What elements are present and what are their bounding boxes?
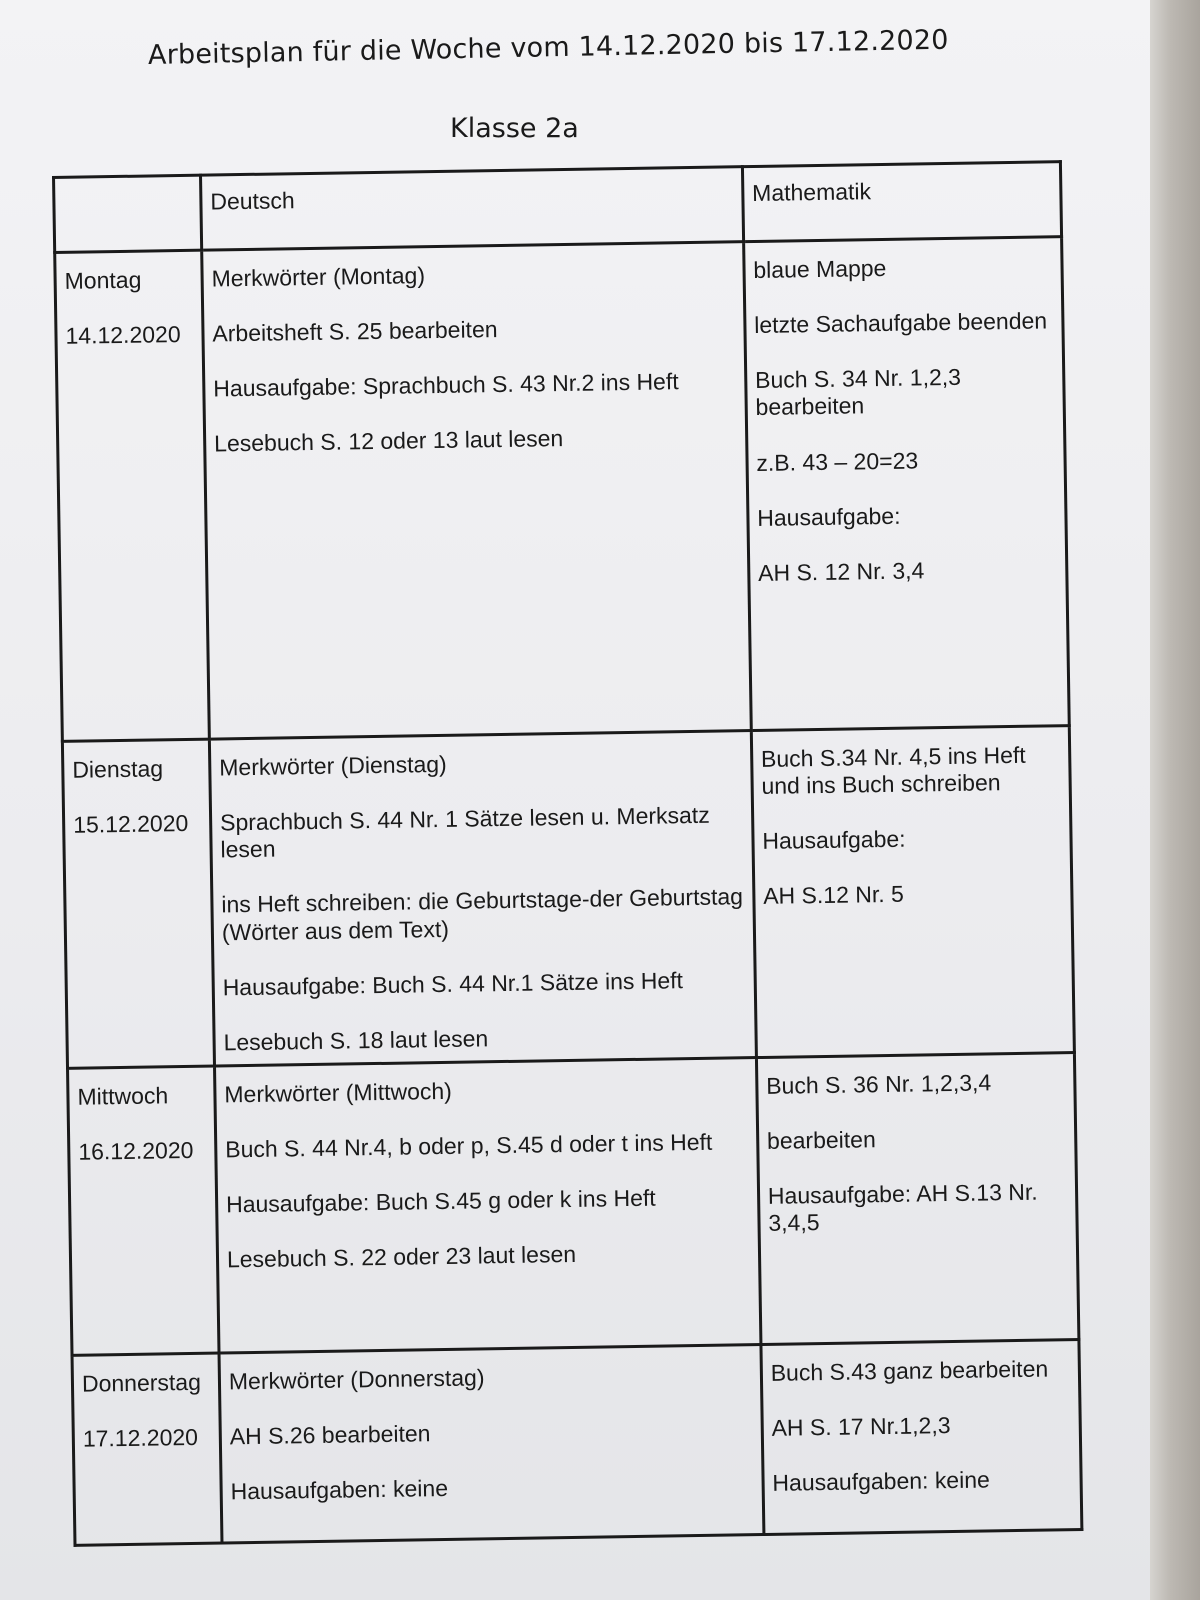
day-cell [68,1066,219,1355]
task-entry: bearbeiten [766,1126,876,1154]
task-entry: Buch S.43 ganz bearbeiten [770,1355,1049,1386]
mathematik-cell [751,726,1074,1058]
day-date: 17.12.2020 [82,1423,199,1452]
table-row [55,237,1070,742]
task-entry: Lesebuch S. 22 oder 23 laut lesen [226,1241,577,1273]
table-row [72,1339,1082,1545]
document-title: Arbeitsplan für die Woche vom 14.12.2020 bis 17.12.2020 [147,24,949,71]
task-entry: Hausaufgaben: keine [772,1466,990,1496]
mathematik-cell [743,237,1069,731]
task-entry: Merkwörter (Dienstag) [219,750,447,781]
task-entry: blaue Mappe [753,254,887,283]
task-entry: Merkwörter (Mittwoch) [224,1077,453,1108]
header-mathematik: Mathematik [742,162,1061,242]
deutsch-cell [219,1344,764,1543]
day-date: 16.12.2020 [78,1136,194,1165]
task-entry: Buch S.34 Nr. 4,5 ins Heft und ins Buch schreiben [760,741,1026,800]
task-entry: AH S.26 bearbeiten [229,1420,431,1450]
task-entry: Lesebuch S. 12 oder 13 laut lesen [213,425,564,457]
day-name: Donnerstag [81,1368,202,1397]
mathematik-cell [756,1052,1079,1344]
background-surface [1150,0,1200,1600]
task-entry: AH S.12 Nr. 5 [763,881,905,910]
task-entry: Buch S. 44 Nr.4, b oder p, S.45 d oder t ins Heft [225,1128,713,1163]
task-entry: Hausaufgabe: Buch S. 44 Nr.1 Sätze ins Heft [222,966,684,1001]
task-entry: Hausaufgabe: Buch S.45 g oder k ins Heft [225,1184,656,1218]
deutsch-cell [209,731,756,1066]
day-date: 15.12.2020 [72,810,189,838]
day-cell [72,1353,222,1546]
task-entry: Merkwörter (Montag) [211,262,426,292]
task-entry: ins Heft schreiben: die Geburtstage-der Geburtstag (Wörter aus dem Text) [221,883,744,945]
task-entry: AH S. 12 Nr. 3,4 [757,557,925,586]
task-entry: z.B. 43 – 20=23 [756,446,919,476]
task-entry: Arbeitsheft S. 25 bearbeiten [212,316,498,347]
task-entry: Sprachbuch S. 44 Nr. 1 Sätze lesen u. Merksatz lesen [219,801,710,863]
table-row [62,726,1074,1069]
task-entry: AH S. 17 Nr.1,2,3 [771,1412,951,1441]
table-row [68,1052,1079,1355]
task-entry: Hausaufgabe: [762,825,906,855]
deutsch-cell [214,1057,760,1352]
day-cell [62,739,214,1068]
day-name: Dienstag [72,755,164,783]
deutsch-cell [202,242,751,739]
task-entry: Buch S. 36 Nr. 1,2,3,4 [765,1069,992,1099]
task-entry: Hausaufgabe: [757,502,901,531]
mathematik-cell [761,1339,1082,1534]
header-deutsch: Deutsch [200,167,743,251]
day-cell [55,250,210,741]
task-entry: Lesebuch S. 18 laut lesen [223,1025,489,1056]
task-entry: Hausaufgaben: keine [230,1475,449,1505]
task-entry: Hausaufgabe: AH S.13 Nr. 3,4,5 [767,1178,1038,1237]
weekly-plan-table [52,160,1083,1547]
day-name: Mittwoch [77,1082,169,1110]
day-date: 14.12.2020 [65,321,181,349]
task-entry: Hausaufgabe: Sprachbuch S. 43 Nr.2 ins Heft [213,368,679,402]
task-entry: Buch S. 34 Nr. 1,2,3 bearbeiten [754,363,962,421]
task-entry: letzte Sachaufgabe beenden [754,307,1048,339]
class-label: Klasse 2a [450,113,579,144]
day-name: Montag [64,266,142,294]
task-entry: Merkwörter (Donnerstag) [228,1364,485,1395]
header-day-cell [54,175,202,252]
